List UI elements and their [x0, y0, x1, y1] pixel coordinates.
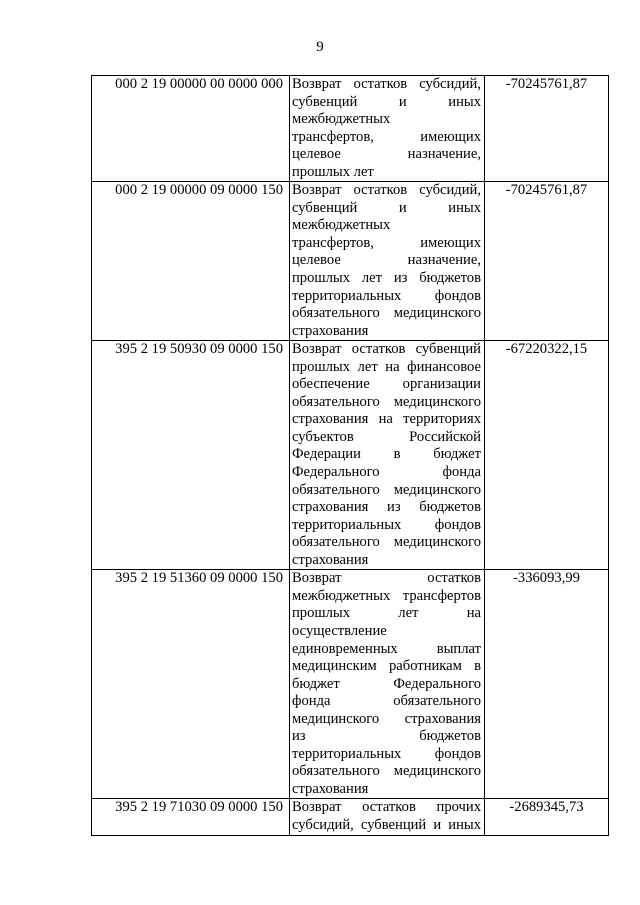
description-line: субвенций и иных — [292, 93, 481, 110]
amount: -336093,99 — [485, 570, 609, 799]
description-line: субъектов Российской — [292, 428, 481, 445]
amount: -70245761,87 — [485, 76, 609, 182]
description-line: обязательного медицинского — [292, 763, 481, 780]
description-line: Федерации в бюджет — [292, 446, 481, 463]
description-line: страхования — [292, 780, 369, 797]
budget-table — [91, 75, 609, 836]
description-line: страхования на территориях — [292, 411, 481, 428]
table-row — [92, 799, 609, 835]
description-line: обязательного медицинского — [292, 534, 481, 551]
description-line: Возврат остатков субсидий, — [292, 182, 481, 199]
amount: -70245761,87 — [485, 182, 609, 341]
description-line: осуществление — [292, 622, 387, 639]
table-row — [92, 76, 609, 182]
description-line: трансфертов, имеющих — [292, 128, 481, 145]
description-line: обеспечение организации — [292, 376, 481, 393]
description-line: медицинского страхования — [292, 710, 481, 727]
description-line: целевое назначение, — [292, 252, 481, 269]
description-line: прошлых лет из бюджетов — [292, 270, 481, 287]
description-line: межбюджетных — [292, 217, 391, 234]
description-line: Возврат остатков — [292, 570, 481, 587]
description-line: медицинским работникам в — [292, 658, 481, 675]
description-line: Возврат остатков субсидий, — [292, 76, 481, 92]
description-line: целевое назначение, — [292, 146, 481, 163]
description — [290, 76, 485, 182]
budget-code: 000 2 19 00000 09 0000 150 — [92, 182, 290, 341]
description-line: субвенций и иных — [292, 199, 481, 216]
description-line: прошлых лет на — [292, 605, 481, 622]
description-line: обязательного медицинского — [292, 393, 481, 410]
table-row — [92, 341, 609, 570]
budget-code: 395 2 19 71030 09 0000 150 — [92, 799, 290, 835]
description — [290, 182, 485, 341]
amount: -2689345,73 — [485, 799, 609, 835]
table-row — [92, 570, 609, 799]
description-line: из бюджетов — [292, 728, 481, 745]
budget-code: 395 2 19 50930 09 0000 150 — [92, 341, 290, 570]
page-number: 9 — [316, 39, 324, 55]
description-line: обязательного медицинского — [292, 481, 481, 498]
description-line: страхования из бюджетов — [292, 499, 481, 516]
description-line: территориальных фондов — [292, 745, 481, 762]
description-line: прошлых лет на финансовое — [292, 358, 481, 375]
description — [290, 570, 485, 799]
description-line: бюджет Федерального — [292, 675, 481, 692]
table-row — [92, 182, 609, 341]
description-line: Федерального фонда — [292, 464, 481, 481]
description-line: межбюджетных трансфертов — [292, 587, 481, 604]
amount: -67220322,15 — [485, 341, 609, 570]
description-line: обязательного медицинского — [292, 305, 481, 322]
description-line: Возврат остатков субвенций — [292, 341, 481, 358]
description-line: территориальных фондов — [292, 287, 481, 304]
description-line: территориальных фондов — [292, 516, 481, 533]
description-line: субсидий, субвенций и иных — [292, 816, 481, 833]
description-line: страхования — [292, 322, 369, 339]
description-line: прошлых лет — [292, 163, 374, 180]
description-line: трансфертов, имеющих — [292, 234, 481, 251]
description-line: межбюджетных — [292, 111, 391, 128]
description — [290, 799, 485, 835]
description-line: страхования — [292, 551, 369, 568]
budget-code: 395 2 19 51360 09 0000 150 — [92, 570, 290, 799]
description-line: Возврат остатков прочих — [292, 799, 481, 816]
budget-code: 000 2 19 00000 00 0000 000 — [92, 76, 290, 182]
description-line: фонда обязательного — [292, 693, 481, 710]
description-line: единовременных выплат — [292, 640, 481, 657]
description — [290, 341, 485, 570]
